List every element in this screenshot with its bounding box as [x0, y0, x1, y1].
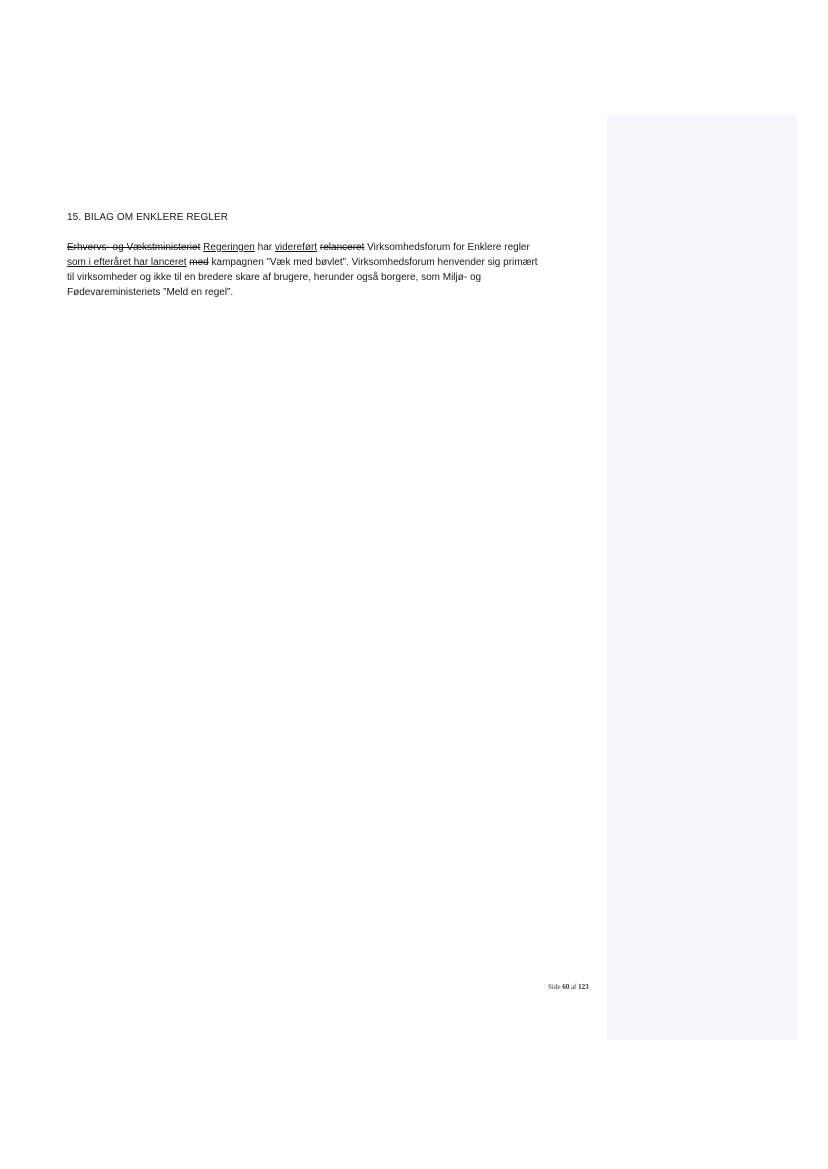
paragraph-line-4: Fødevareministeriets ”Meld en regel”. — [67, 287, 234, 298]
text-run: har — [254, 242, 275, 253]
paragraph-line-1 — [67, 240, 607, 255]
paragraph-line-3: til virksomheder og ikke til en bredere skare af brugere, herunder også borgere, som Miljø- og — [67, 272, 482, 283]
deleted-text: Erhvervs- og Vækstministeriet — [67, 242, 201, 253]
total-pages: 123 — [578, 983, 589, 991]
text-run: Virksomhedsforum for Enklere regler — [364, 242, 530, 253]
section-heading: 15. BILAG OM ENKLERE REGLER — [67, 212, 229, 223]
deleted-text: med — [189, 257, 209, 268]
body-paragraph — [67, 240, 607, 300]
paragraph-line-2 — [67, 255, 607, 270]
deleted-text: relanceret — [319, 242, 365, 253]
inserted-text: Regeringen — [203, 242, 255, 253]
footer-prefix: Side — [548, 983, 563, 991]
current-page: 60 — [562, 983, 570, 991]
page-number-footer — [548, 983, 589, 991]
footer-separator: af — [569, 983, 579, 991]
comment-margin — [607, 115, 797, 1040]
inserted-text: som i efteråret har lanceret — [67, 257, 187, 268]
inserted-text: videreført — [274, 242, 318, 253]
text-run: kampagnen ”Væk med bøvlet”. Virksomhedsforum henvender sig primært — [208, 257, 538, 268]
